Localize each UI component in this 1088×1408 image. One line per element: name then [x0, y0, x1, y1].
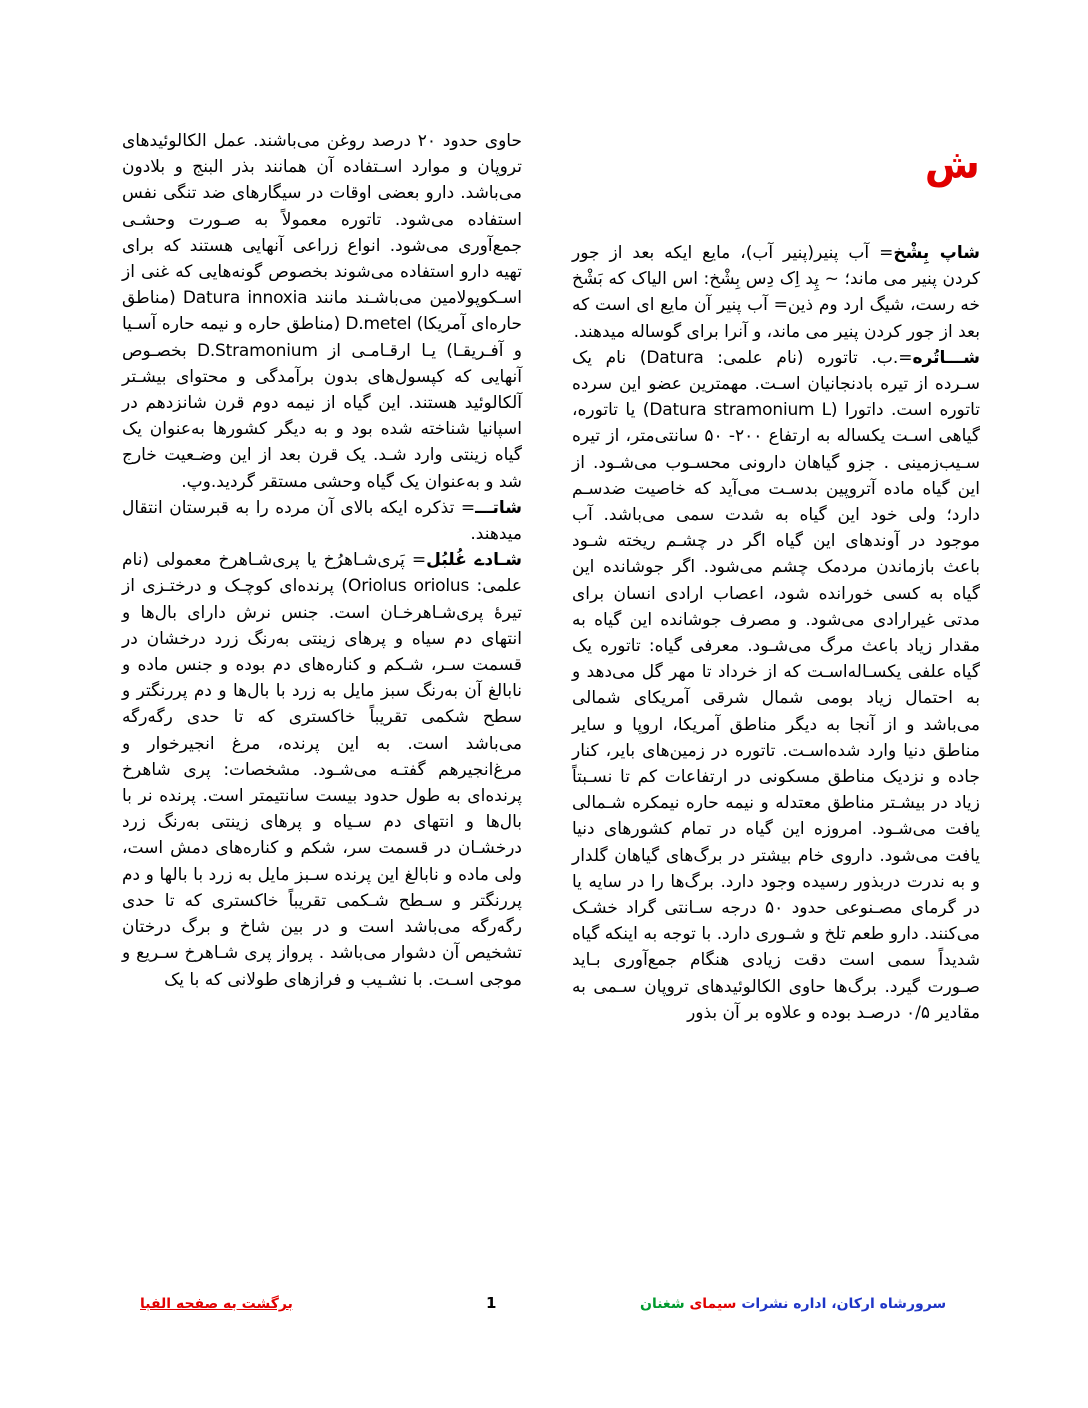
entry-shatura	[572, 345, 980, 1026]
entry-term: شـادے غُلبُل	[426, 550, 522, 571]
entry-text: = آب پنیر(پنیر آب)، مایع ایکه بعد از جور کردن پنیر می ماند؛ ~ پِد اِک دِس بِشْخ: اس الیاک که بَشْخ خه رست، شیگ ارد وم ذین= آب پنیر آن مایع ای است که بعد از جور کردن پنیر می ماند، و آنرا برای گوساله میدهند.	[572, 243, 980, 342]
left-column	[122, 128, 522, 993]
office-label: اداره نشرات	[741, 1296, 827, 1312]
entry-text: = پَری‌شـاهرُخ یا پری‌شـاهرخ معمولی (نام علمی: Oriolus oriolus) پرنده‌ای کوچـک و درختـزی از تیرهٔ پری‌شـاهرخـان است. جنس نرش دارای بال‌ها و انتهای دم سیاه و پرهای زینتی به‌رنگ زرد درخشان در قسمت سـر، شـکم و کناره‌های دم بوده و جنس ماده و نابالغ آن به‌رنگ سبز مایل به زرد با بال‌ها و دم پررنگتر و سطح شکمی تقریباً خاکستری که تا حدی رگه‌رگه می‌باشد است. به این پرنده، مرغ انجیرخوار و مرغ‌انجیرهم گفتـه می‌شـود. مشخصات: پری شاهرخ پرنده‌ای به طول حدود بیست سانتیمتر است. پرنده نر با بال‌ها و انتهای دم سـیاه و پرهای زینتی به‌رنگ زرد درخشـان در قسمت سر، شکم و کناره‌های دمش است، ولی ماده و نابالغ این پرنده سـبز مایل به زرد با بالها و دم پررنگتر و سـطح شـکمی تقریباً خاکستری که تا حدی رگه‌رگه می‌باشد است و در بین شاخ و برگ درختان تشخیص آن دشوار می‌باشد . پرواز پری شـاهرخ سـریع و موجی اسـت. با نشـیب و فرازهای طولانی که با یک	[122, 550, 522, 990]
section-letter: ش	[924, 142, 980, 188]
entry-shap-beshkh	[572, 240, 980, 345]
entry-text: =.ب. تاتوره (نام علمی: Datura) نام یک سـرده از تیره بادنجانیان اسـت. مهمترین عضو این سرده تاتوره است. داتورا (Datura stramonium L) یا تاتوره، گیاهی اسـت یکساله به ارتفاع ۲۰۰- ۵۰ سانتی‌متر، از تیره سـیب‌زمینی . جزو گیاهان دارونی محسـوب می‌شـود. از این گیاه ماده آتروپین بدسـت می‌آید که خاصیت ضدسـم دارد؛ ولی خود این گیاه به شدت سمی می‌باشد. آب موجود در آوندهای این گیاه اگر در چشـم ریخته شـود باعث بازماندن مردمک چشم می‌شود. اگر جوشانده این گیاه به کسی خورانده شود، اعصاب ارادی انسان برای مدتی غیرارادی می‌شود. و مصرف جوشانده این گیاه به مقدار زیاد باعث مرگ می‌شـود. معرفی گیاه: تاتوره یک گیاه علفی یکسـاله‌اسـت که از خرداد تا مهر گل می‌دهد و به احتمال زیاد بومی شمال شرقی آمریکای شمالی می‌باشد و از آنجا به دیگر مناطق آمریکا، اروپا و سایر مناطق دنیا وارد شده‌اسـت. تاتوره در زمین‌های بایر، کنار جاده و نزدیک مناطق مسکونی در ارتفاعات کم تا نسـبتاً زیاد در بیشـتر مناطق معتدله و نیمه حاره نیمکره شـمالی یافت می‌شـود. امروزه این گیاه در تمام کشورهای دنیا یافت می‌شود. داروی خام بیشتر در برگ‌های گیاهان گلدار و به ندرت دربذور رسیده وجود دارد. برگ‌ها را در سایه یا در گرمای مصـنوعی حدود ۵۰ درجه سـانتی گراد خشـک می‌کنند. دارو طعم تلخ و شـوری دارد. با توجه به اینکه گیاه شدیداً سمی است دقت زیادی هنگام جمع‌آوری بـاید صـورت گیرد. برگ‌ها حاوی الکالوئیدهای تروپان سـمی به مقادیر ۰/۵ درصـد بوده و علاوه بر آن بذور	[572, 347, 980, 1023]
publisher-name: سرورشاه ارکان،	[831, 1296, 947, 1312]
entry-term: شاتـــ	[475, 497, 522, 518]
entry-shate	[122, 495, 522, 547]
entry-term: شـــاتُره	[912, 347, 981, 368]
office-name-b: شغنان	[640, 1296, 685, 1312]
entry-text: حاوی حدود ۲۰ درصد روغن می‌باشند. عمل الکالوئیدهای تروپان و موارد اسـتفاده آن همانند بذر البنج و بلادون می‌باشد. دارو بعضی اوقات در سیگارهای ضد تنگی نفس استفاده می‌شود. تاتوره معمولاً به صـورت وحشـی جمع‌آوری می‌شود. انواع زراعی آنهایی هستند که برای تهیه دارو استفاده می‌شوند بخصوص گونه‌هایی که غنی از اسـکوپولامین می‌باشـند مانند Datura innoxia (مناطق حاره‌ای آمریکا) D.metel (مناطق حاره و نیمه حاره آسـیا و آفـریقـا) یـا ارقـامـی از D.Stramonium بخصـوص آنهایی که کپسول‌های بدون برآمدگی و محتوای بیشـتر آلکالوئید هستند. این گیاه از نیمه دوم قرن شانزدهم در اسپانیا شناخته شده بود و به دیگر کشورها به‌عنوان یک گیاه زینتی وارد شـد. یک قرن بعد از این وضـعیت خارج شد و به‌عنوان یک گیاه وحشی مستقر گردید.وپ.	[122, 131, 523, 492]
back-to-alphabet-link[interactable]: برگشت به صفحه الفبا	[140, 1296, 293, 1312]
publisher-credit	[640, 1296, 946, 1312]
continued-paragraph	[122, 128, 522, 495]
entry-text: = تذکره ایکه بالای آن مرده را به قبرستان انتقال میدهند.	[122, 497, 522, 545]
entry-term: شاپ بِشْخ	[893, 243, 980, 263]
office-name-a: سیمای	[689, 1296, 737, 1312]
entry-shade-ghulbul	[122, 547, 522, 992]
page-number: 1	[486, 1294, 497, 1312]
right-column	[572, 240, 980, 1026]
